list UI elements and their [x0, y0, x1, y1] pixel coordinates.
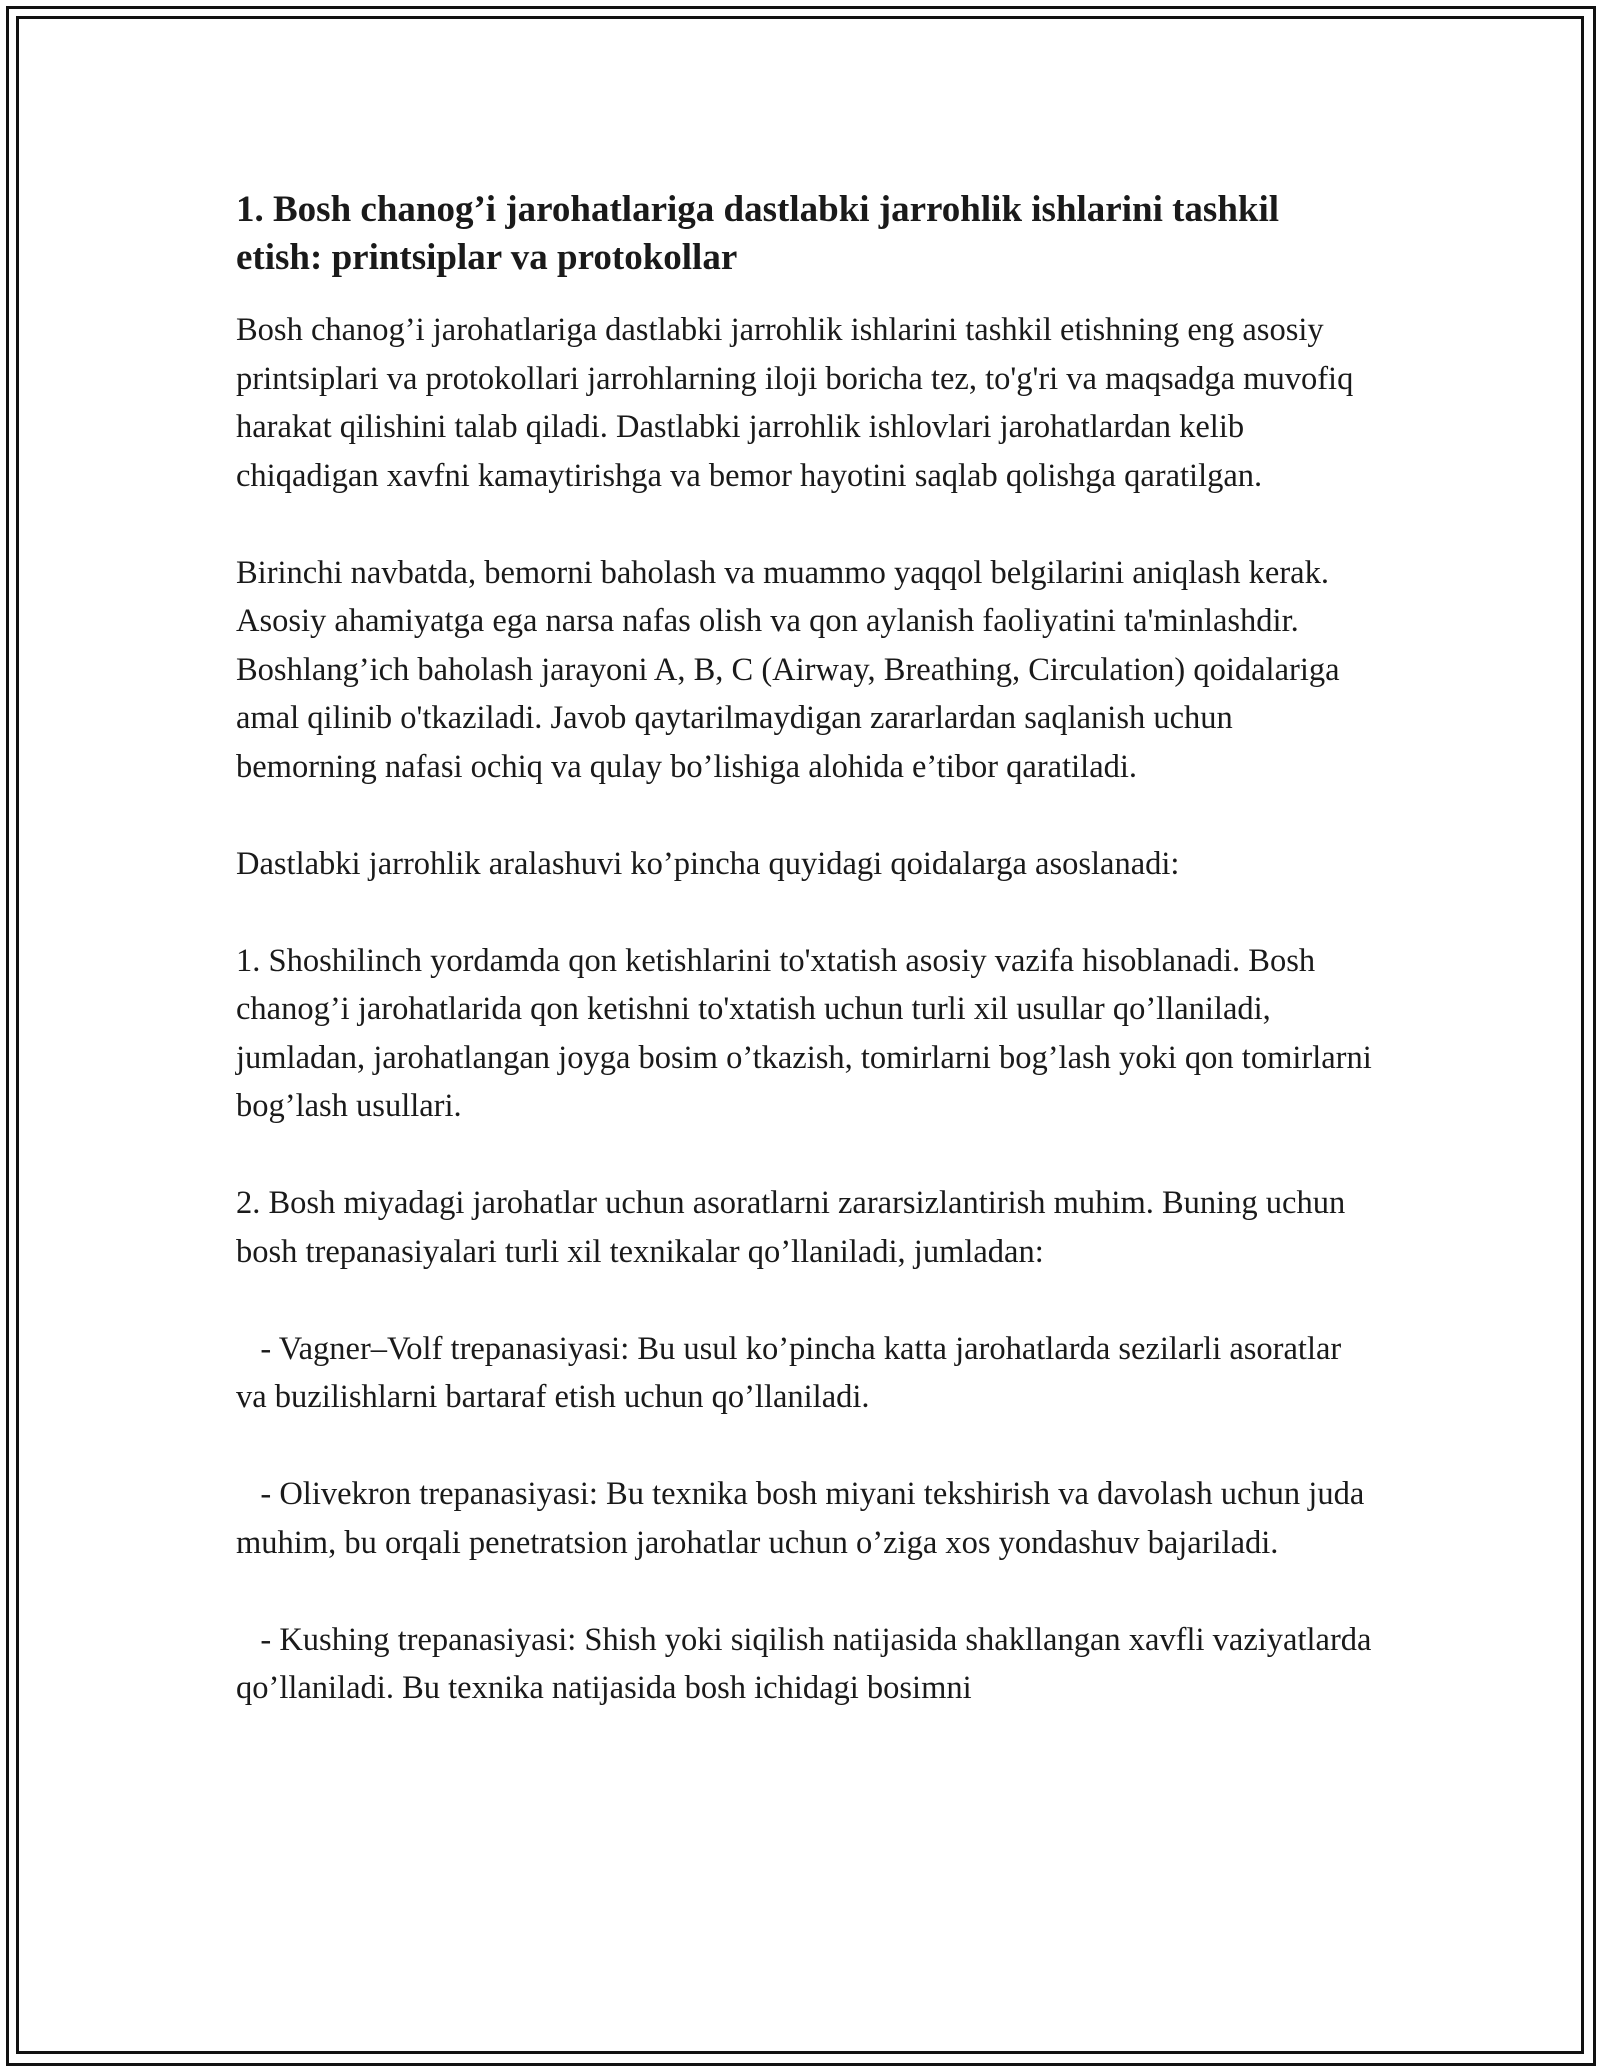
- section-heading: 1. Bosh chanog’i jarohatlariga dastlabki jarrohlik ishlarini tashkil etish: printsiplar va protokollar: [236, 189, 1280, 278]
- list-item-brain-injury: 2. Bosh miyadagi jarohatlar uchun asoratlarni zararsizlantirish muhim. Buning uchun bosh trepanasiyalari turli xil texnikalar qo’llaniladi, jumladan:: [236, 1185, 1346, 1270]
- sub-item-kushing: - Kushing trepanasiyasi: Shish yoki siqilish natijasida shakllangan xavfli vaziyatlarda qo’llaniladi. Bu texnika natijasida bosh ichidagi bosimni: [236, 1621, 1380, 1706]
- paragraph-rules-intro: Dastlabki jarrohlik aralashuvi ko’pincha quyidagi qoidalarga asoslanadi:: [236, 845, 1180, 882]
- paragraph-intro: Bosh chanog’i jarohatlariga dastlabki jarrohlik ishlarini tashkil etishning eng asosiy printsiplari va protokollari jarrohlarning iloji boricha tez, to'g'ri va maqsadga muvofiq harakat qilishini talab qiladi. Dastlabki jarrohlik ishlovlari jarohatlardan kelib chiqadigan xavfni kamaytirishga va bemor hayotini saqlab qolishga qaratilgan.: [236, 312, 1354, 494]
- list-item-bleeding-control: 1. Shoshilinch yordamda qon ketishlarini to'xtatish asosiy vazifa hisoblanadi. Bosh chanog’i jarohatlarida qon ketishni to'xtatish uchun turli xil usullar qo’llaniladi, jumladan, jarohatlangan joyga bosim o’tkazish, tomirlarni bog’lash yoki qon tomirlarni bog’lash usullari.: [236, 942, 1372, 1124]
- document-page: [236, 186, 1380, 1713]
- paragraph-assessment: Birinchi navbatda, bemorni baholash va muammo yaqqol belgilarini aniqlash kerak. Asosiy ahamiyatga ega narsa nafas olish va qon aylanish faoliyatini ta'minlashdir. Boshlang’ich baholash jarayoni A, B, C (Airway, Breathing, Circulation) qoidalariga amal qilinib o'tkaziladi. Javob qaytarilmaydigan zararlardan saqlanish uchun bemorning nafasi ochiq va qulay bo’lishiga alohida e’tibor qaratiladi.: [236, 554, 1340, 785]
- sub-item-olivekron: - Olivekron trepanasiyasi: Bu texnika bosh miyani tekshirish va davolash uchun juda muhim, bu orqali penetratsion jarohatlar uchun o’ziga xos yondashuv bajariladi.: [236, 1476, 1373, 1561]
- sub-item-vagner-volf: - Vagner–Volf trepanasiyasi: Bu usul ko’pincha katta jarohatlarda sezilarli asoratlar va buzilishlarni bartaraf etish uchun qo’llaniladi.: [236, 1330, 1350, 1415]
